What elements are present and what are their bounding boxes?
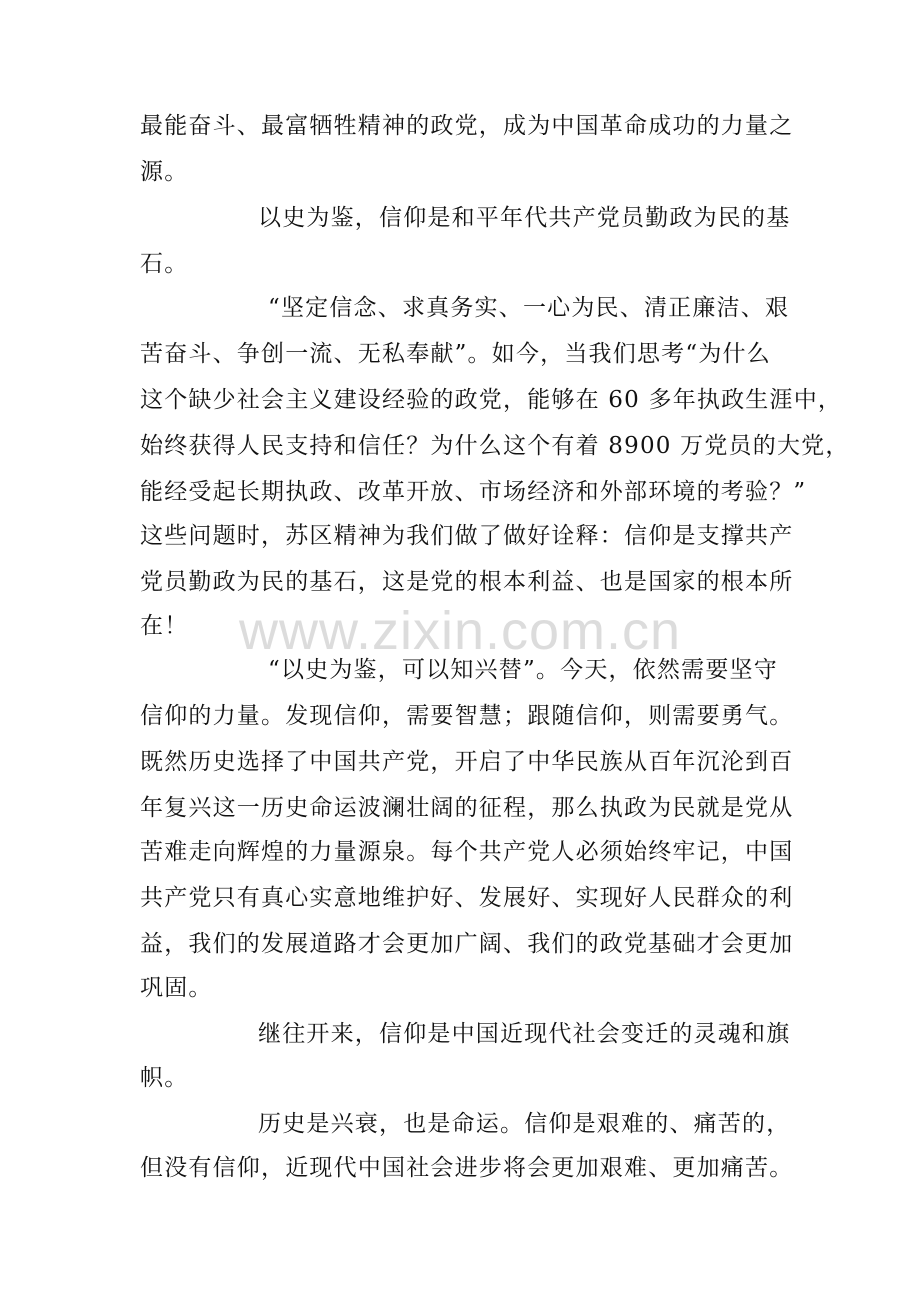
text-line: 始终获得人民支持和信任？为什么这个有着 8900 万党员的大党， bbox=[140, 433, 850, 459]
text-line: “以史为鉴，可以知兴替”。今天，依然需要坚守 bbox=[268, 657, 778, 683]
text-line: 这些问题时，苏区精神为我们做了做好诠释：信仰是支撑共产 bbox=[140, 523, 794, 549]
text-line: 在！ bbox=[140, 613, 189, 639]
text-line: 这个缺少社会主义建设经验的政党，能够在 60 多年执政生涯中， bbox=[140, 387, 843, 413]
text-line: 信仰的力量。发现信仰，需要智慧；跟随信仰，则需要勇气。 bbox=[140, 703, 794, 729]
text-line: 苦奋斗、争创一流、无私奉献”。如今，当我们思考“为什么 bbox=[140, 341, 771, 367]
text-line: 益，我们的发展道路才会更加广阔、我们的政党基础才会更加 bbox=[140, 931, 794, 957]
text-line: 苦难走向辉煌的力量源泉。每个共产党人必须始终牢记，中国 bbox=[140, 839, 794, 865]
text-line: 石。 bbox=[140, 251, 189, 277]
text-line: 巩固。 bbox=[140, 975, 213, 1001]
text-line: “坚定信念、求真务实、一心为民、清正廉洁、艰 bbox=[268, 295, 790, 321]
text-line: 帜。 bbox=[140, 1065, 189, 1091]
text-line: 年复兴这一历史命运波澜壮阔的征程，那么执政为民就是党从 bbox=[140, 795, 794, 821]
paragraph-heading-line: 继往开来，信仰是中国近现代社会变迁的灵魂和旗 bbox=[258, 1021, 791, 1047]
text-line: 既然历史选择了中国共产党，开启了中华民族从百年沉沦到百 bbox=[140, 749, 794, 775]
text-line: 党员勤政为民的基石，这是党的根本利益、也是国家的根本所 bbox=[140, 569, 794, 595]
text-line: 最能奋斗、最富牺牲精神的政党，成为中国革命成功的力量之 bbox=[140, 113, 794, 139]
text-line: 历史是兴衰，也是命运。信仰是艰难的、痛苦的， bbox=[258, 1111, 791, 1137]
text-line: 但没有信仰，近现代中国社会进步将会更加艰难、更加痛苦。 bbox=[140, 1155, 794, 1181]
text-line: 共产党只有真心实意地维护好、发展好、实现好人民群众的利 bbox=[140, 885, 794, 911]
text-line: 源。 bbox=[140, 159, 189, 185]
text-line: 能经受起长期执政、改革开放、市场经济和外部环境的考验？” bbox=[140, 479, 807, 505]
watermark: www.zixin.com.cn bbox=[238, 601, 682, 661]
paragraph-heading-line: 以史为鉴，信仰是和平年代共产党员勤政为民的基 bbox=[258, 205, 791, 231]
